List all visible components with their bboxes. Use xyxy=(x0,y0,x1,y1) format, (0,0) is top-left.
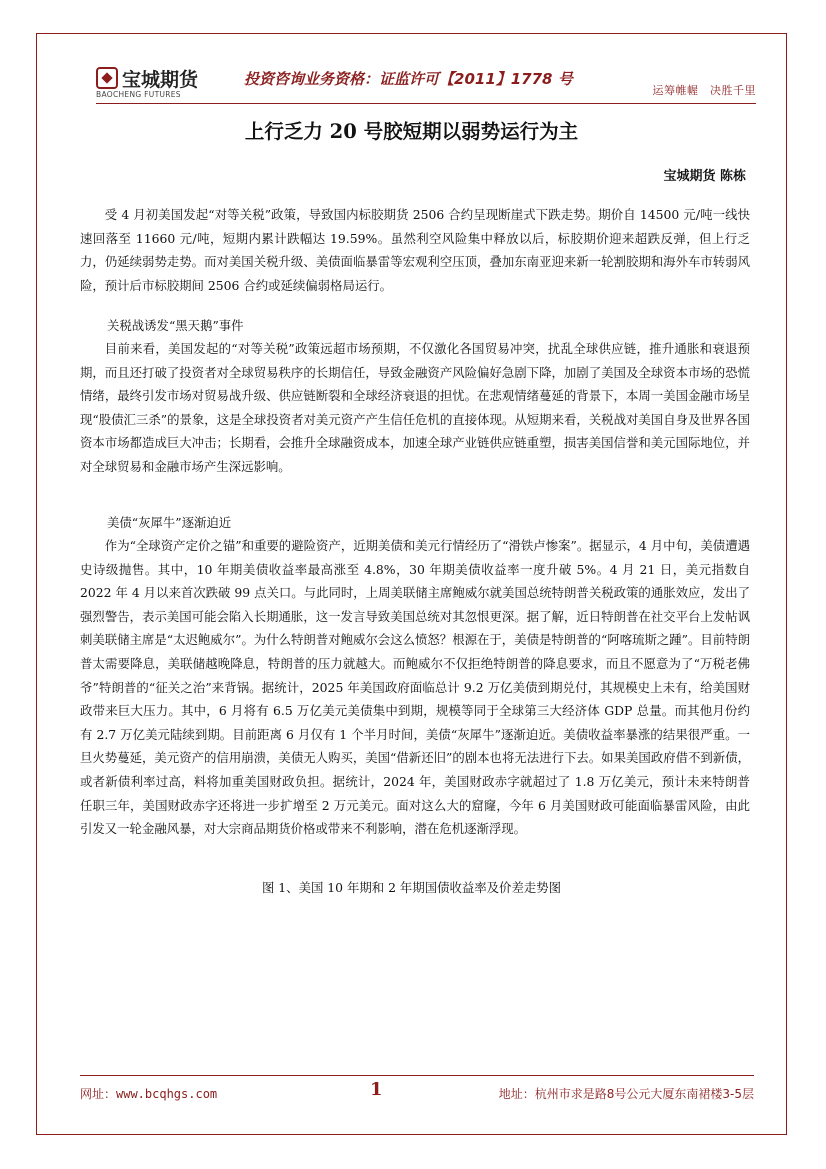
header-divider xyxy=(96,103,756,104)
section-body-treasury: 作为“全球资产定价之锚”和重要的避险资产，近期美债和美元行情经历了“滑铁卢惨案”。据显示，4 月中旬，美债遭遇史诗级抛售。其中，10 年期美债收益率最高涨至 4.8%，30 年期美债收益率一度升破 5%。4 月 21 日，美元指数自 2022 年 4 月以来首次跌破 99 点关口。与此同时，上周美联储主席鲍威尔就美国总统特朗普关税政策的通胀效应，发出了强烈警告，表示美国可能会陷入长期通胀，这一发言导致美国总统对其忽恨更深。据了解，近日特朗普在社交平台上发帖讽刺美联储主席是“太迟鲍威尔”。为什么特朗普对鲍威尔会这么愤怒？根源在于，美债是特朗普的“阿喀琉斯之踵”。目前特朗普太需要降息，美联储越晚降息，特朗普的压力就越大。而鲍威尔不仅拒绝特朗普的降息要求，而且不愿意为了“万税老佛爷”特朗普的“征关之治”来背锅。据统计，2025 年美国政府面临总计 9.2 万亿美债到期兑付，其规模史上未有，给美国财政带来巨大压力。其中，6 月将有 6.5 万亿美元美债集中到期，规模等同于全球第三大经济体 GDP 总量。而其他月份约有 2.7 万亿美元陆续到期。目前距离 6 月仅有 1 个半月时间，美债“灰犀牛”逐渐迫近。美债收益率暴涨的结果很严重。一旦火势蔓延，美元资产的信用崩溃，美债无人购买，美国“借新还旧”的剧本也将无法进行下去。如果美国政府借不到新债，或者新债利率过高，料将加重美国财政负担。据统计，2024 年，美国财政赤字就超过了 1.8 万亿美元，预计未来特朗普任职三年，美国财政赤字还将进一步扩增至 2 万元美元。面对这么大的窟窿，今年 6 月美国财政可能面临暴雷风险，由此引发又一轮金融风暴，对大宗商品期货价格或带来不利影响，潜在危机逐渐浮现。 xyxy=(80,538,750,837)
logo-english-name: BAOCHENG FUTURES xyxy=(96,90,181,99)
footer-website[interactable]: 网址：www.bcqhgs.com xyxy=(80,1087,218,1101)
page-header xyxy=(96,66,756,106)
company-slogan: 运筹帷幄 决胜千里 xyxy=(652,84,756,97)
page-footer xyxy=(80,1081,754,1105)
section-heading-tariff: 关税战诱发“黑天鹅”事件 xyxy=(107,318,244,333)
logo-mark-icon xyxy=(96,67,118,89)
company-logo xyxy=(96,66,206,102)
page-number: 1 xyxy=(370,1079,383,1100)
document-title: 上行乏力 20 号胶短期以弱势运行为主 xyxy=(244,120,579,143)
section-heading-treasury: 美债“灰犀牛”逐渐迫近 xyxy=(107,515,232,530)
intro-paragraph: 受 4 月初美国发起“对等关税”政策，导致国内标胶期货 2506 合约呈现断崖式下跌走势。期价自 14500 元/吨一线快速回落至 11660 元/吨，短期内累计跌幅达 19.59%。虽然利空风险集中释放以后，标胶期价迎来超跌反弹，但上行乏力，仍延续弱势走势。而对美国关税升级、美债面临暴雷等宏观利空压顶，叠加东南亚迎来新一轮割胶期和海外车市转弱风险，预计后市标胶期间 2506 合约或延续偏弱格局运行。 xyxy=(80,207,750,293)
figure-caption: 图 1、美国 10 年期和 2 年期国债收益率及价差走势图 xyxy=(261,880,562,895)
document-author: 宝城期货 陈栋 xyxy=(663,169,746,184)
footer-address: 地址：杭州市求是路8号公元大厦东南裙楼3-5层 xyxy=(498,1087,754,1101)
footer-divider xyxy=(80,1075,754,1076)
qualification-statement: 投资咨询业务资格：证监许可【2011】1778 号 xyxy=(244,70,573,88)
logo-chinese-name: 宝城期货 xyxy=(122,69,199,91)
section-body-tariff: 目前来看，美国发起的“对等关税”政策远超市场预期，不仅激化各国贸易冲突，扰乱全球供应链，推升通胀和衰退预期，而且还打破了投资者对全球贸易秩序的长期信任，导致金融资产风险偏好急剧下降，加剧了美国及全球资本市场的恐慌情绪，最终引发市场对贸易战升级、供应链断裂和全球经济衰退的担忧。在悲观情绪蔓延的背景下，本周一美国金融市场呈现“股债汇三杀”的景象，这是全球投资者对美元资产产生信任危机的直接体现。从短期来看，关税战对美国自身及世界各国资本市场都造成巨大冲击；长期看，会推升全球融资成本，加速全球产业链供应链重塑，损害美国信誉和美元国际地位，并对全球贸易和金融市场产生深远影响。 xyxy=(80,341,750,474)
